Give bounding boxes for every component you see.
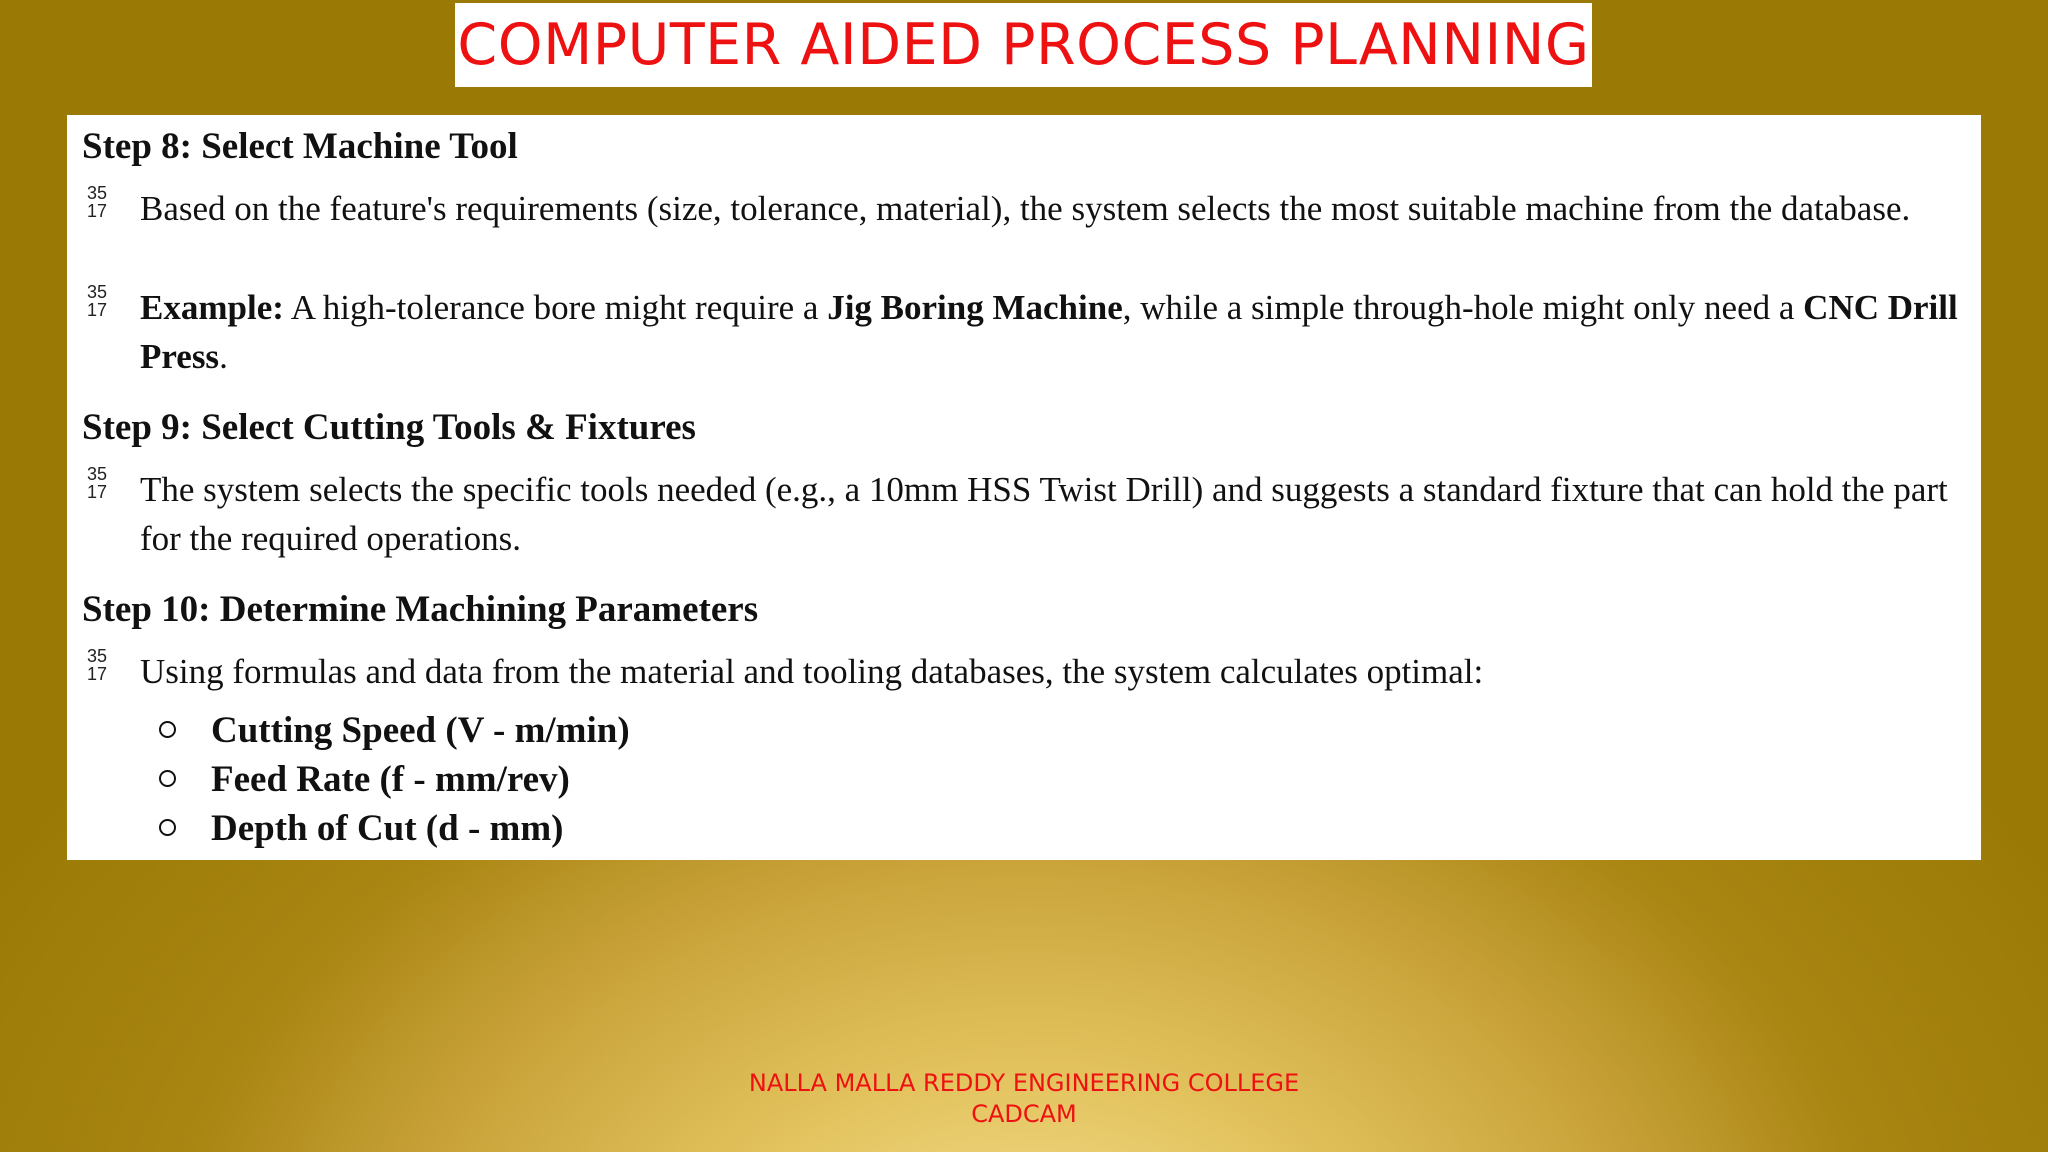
marker-bottom-number: 17 xyxy=(86,664,108,684)
slide-title: COMPUTER AIDED PROCESS PLANNING xyxy=(457,12,1590,78)
step8-bullet1-marker xyxy=(83,184,111,220)
marker-top-number: 35 xyxy=(86,183,108,203)
step10-heading: Step 10: Determine Machining Parameters xyxy=(82,589,759,630)
hollow-circle-bullet-icon xyxy=(159,721,176,738)
step8-bullet2-text xyxy=(140,283,1970,381)
marker-bottom-number: 17 xyxy=(86,300,108,320)
cnc-drill-term: CNC Drill Press xyxy=(140,288,1958,376)
example-text-a: A high-tolerance bore might require a xyxy=(283,288,828,327)
marker-top-number: 35 xyxy=(86,464,108,484)
hollow-circle-bullet-icon xyxy=(159,819,176,836)
example-text-b: , while a simple through-hole might only need a xyxy=(1122,288,1804,327)
step8-bullet2-marker xyxy=(83,283,111,319)
step8-bullet1-text: Based on the feature's requirements (size, tolerance, material), the system selects the most suitable machine from the database. xyxy=(140,189,1911,228)
step10-bullet1-text: Using formulas and data from the material and tooling databases, the system calculates optimal: xyxy=(140,652,1484,691)
hollow-circle-bullet-icon xyxy=(159,770,176,787)
marker-top-number: 35 xyxy=(86,282,108,302)
footer-college xyxy=(0,1068,2048,1130)
jig-boring-term: Jig Boring Machine xyxy=(827,288,1123,327)
example-label: Example: xyxy=(140,288,284,327)
footer-course-name: CADCAM xyxy=(971,1100,1077,1128)
sub-item-depth-of-cut xyxy=(159,807,564,850)
sub-item-label: Cutting Speed (V - m/min) xyxy=(211,710,630,751)
sub-item-feed-rate xyxy=(159,758,570,801)
footer-college-name: NALLA MALLA REDDY ENGINEERING COLLEGE xyxy=(748,1069,1300,1097)
sub-item-cutting-speed xyxy=(159,709,630,752)
marker-bottom-number: 17 xyxy=(86,201,108,221)
step10-bullet1-marker xyxy=(83,647,111,683)
step9-bullet1-text: The system selects the specific tools needed (e.g., a 10mm HSS Twist Drill) and suggests a standard fixture that can hold the part for the required operations. xyxy=(140,470,1948,558)
sub-item-label: Depth of Cut (d - mm) xyxy=(211,808,564,849)
sub-item-label: Feed Rate (f - mm/rev) xyxy=(211,759,570,800)
example-text-c: . xyxy=(219,337,228,376)
step9-bullet1-marker xyxy=(83,465,111,501)
content-panel xyxy=(67,115,1981,860)
marker-top-number: 35 xyxy=(86,646,108,666)
step8-heading: Step 8: Select Machine Tool xyxy=(82,126,518,167)
marker-bottom-number: 17 xyxy=(86,482,108,502)
step9-heading: Step 9: Select Cutting Tools & Fixtures xyxy=(82,407,696,448)
slide-title-box xyxy=(455,3,1592,87)
